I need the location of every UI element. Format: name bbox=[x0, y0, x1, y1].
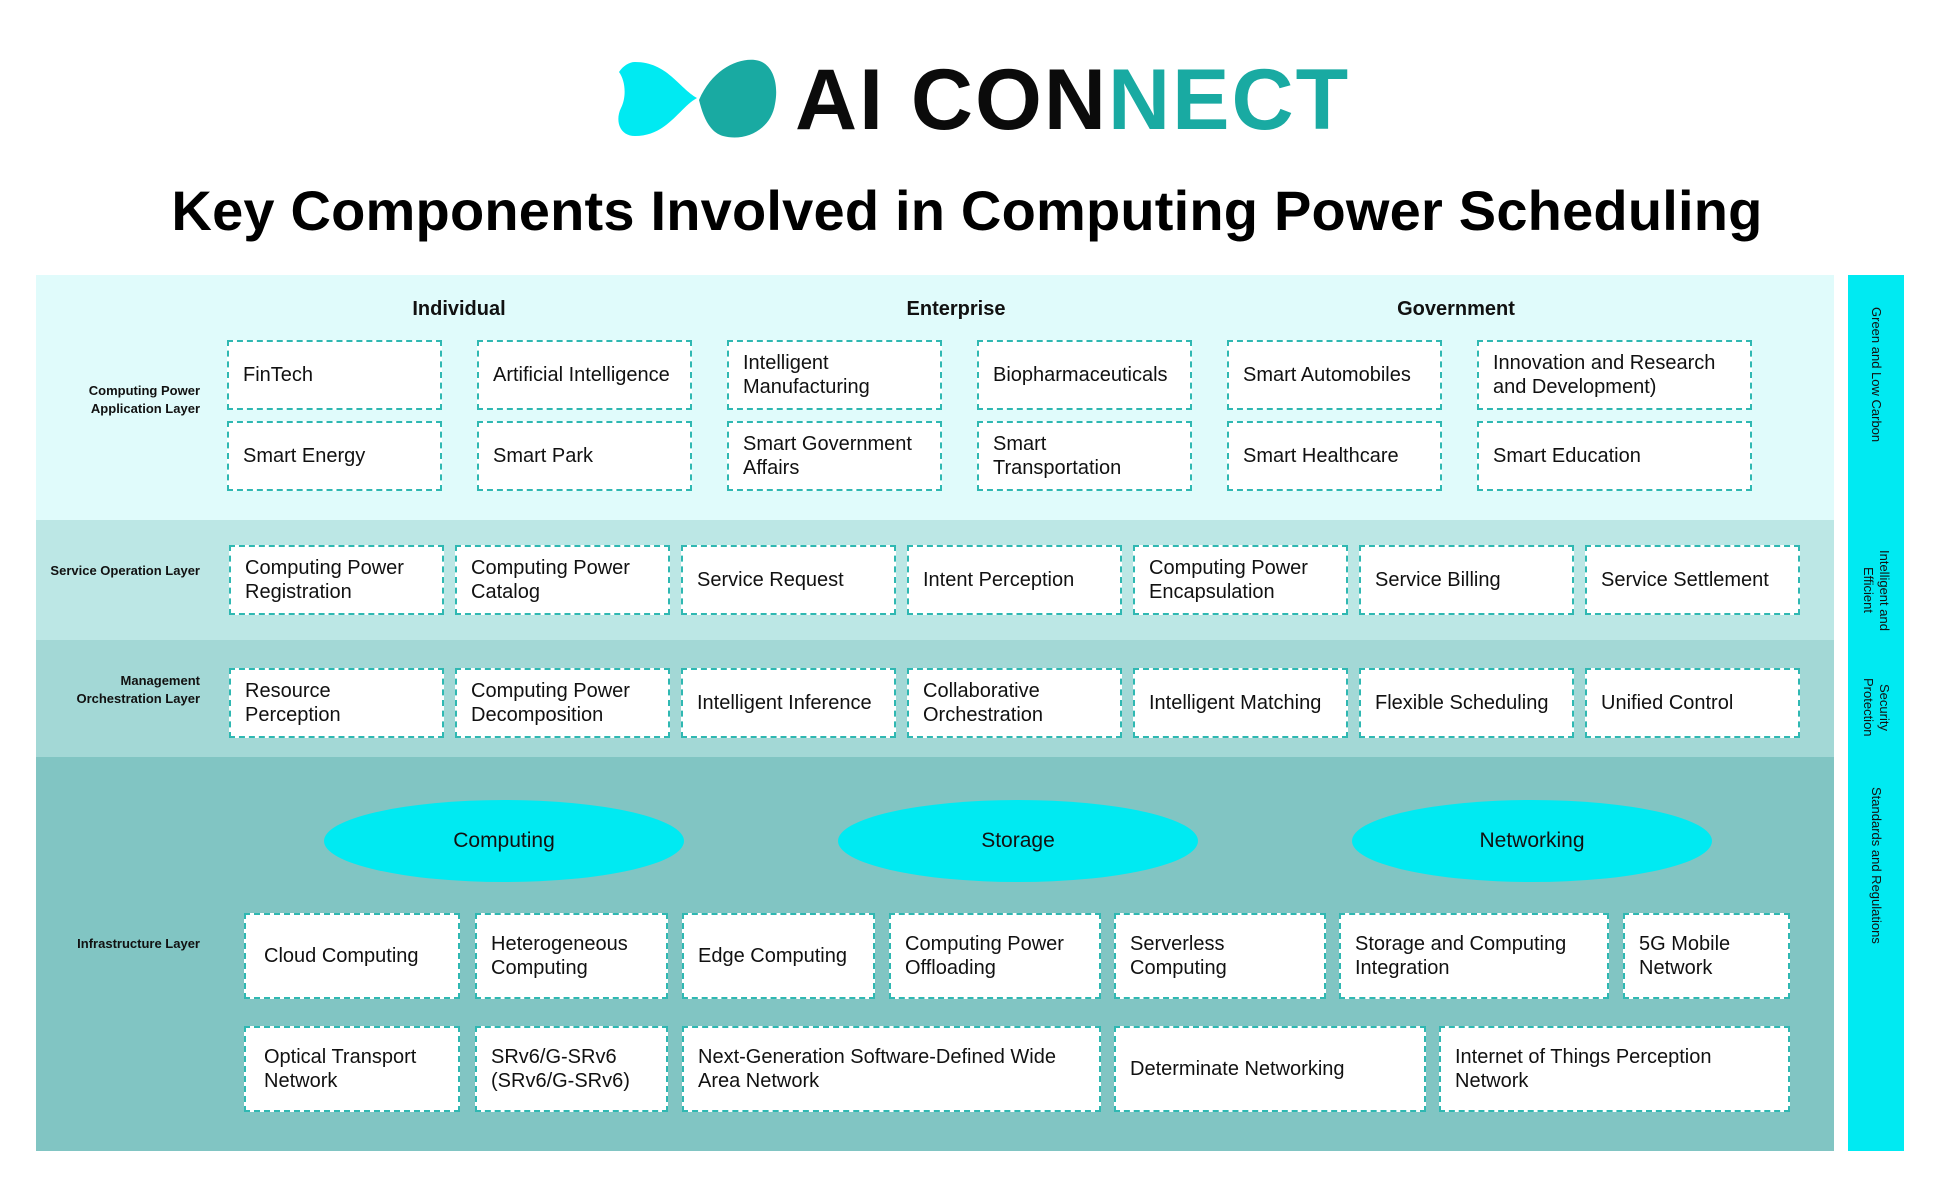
app-item: Smart Energy bbox=[227, 421, 442, 491]
app-item: Smart Government Affairs bbox=[727, 421, 942, 491]
group-label-government: Government bbox=[1397, 298, 1515, 320]
management-item: Intelligent Matching bbox=[1133, 668, 1348, 738]
service-item: Computing Power Catalog bbox=[455, 545, 670, 615]
app-item: Smart Transportation bbox=[977, 421, 1192, 491]
management-item: Intelligent Inference bbox=[681, 668, 896, 738]
management-item: Unified Control bbox=[1585, 668, 1800, 738]
service-item: Service Request bbox=[681, 545, 896, 615]
service-item: Computing Power Encapsulation bbox=[1133, 545, 1348, 615]
logo-text-teal: NECT bbox=[1108, 52, 1351, 148]
service-item: Service Billing bbox=[1359, 545, 1574, 615]
layer-label: Management Orchestration Layer bbox=[76, 673, 200, 706]
infra-item: 5G Mobile Network bbox=[1623, 913, 1790, 999]
side-label-security-protection: Security Protection bbox=[1861, 678, 1892, 737]
management-item: Collaborative Orchestration bbox=[907, 668, 1122, 738]
infra-item: Determinate Networking bbox=[1114, 1026, 1426, 1112]
resource-networking: Networking bbox=[1352, 800, 1712, 882]
app-item: Intelligent Manufacturing bbox=[727, 340, 942, 410]
infra-item: Storage and Computing Integration bbox=[1339, 913, 1609, 999]
logo-text-dark: AI CON bbox=[795, 52, 1108, 148]
service-operation-layer bbox=[36, 520, 1834, 640]
infra-item: Next-Generation Software-Defined Wide Area Network bbox=[682, 1026, 1101, 1112]
logo-text bbox=[795, 50, 1350, 150]
group-label-enterprise: Enterprise bbox=[906, 298, 1006, 320]
layer-label: Computing Power Application Layer bbox=[88, 383, 200, 416]
ai-connect-logo bbox=[617, 50, 1351, 150]
layer-label: Service Operation Layer bbox=[50, 563, 200, 578]
app-item: Artificial Intelligence bbox=[477, 340, 692, 410]
infra-item: Internet of Things Perception Network bbox=[1439, 1026, 1790, 1112]
management-item: Flexible Scheduling bbox=[1359, 668, 1574, 738]
logo-mark-icon bbox=[617, 50, 777, 150]
side-label-standards-regulations: Standards and Regulations bbox=[1869, 786, 1884, 944]
service-item: Service Settlement bbox=[1585, 545, 1800, 615]
app-item: Smart Automobiles bbox=[1227, 340, 1442, 410]
app-item: Smart Healthcare bbox=[1227, 421, 1442, 491]
infra-item: Edge Computing bbox=[682, 913, 875, 999]
app-item: Biopharmaceuticals bbox=[977, 340, 1192, 410]
infra-item: Cloud Computing bbox=[244, 913, 460, 999]
side-label-intelligent-efficient: Intelligent and Efficient bbox=[1861, 549, 1892, 631]
infrastructure-layer bbox=[36, 757, 1834, 1151]
infra-item: Serverless Computing bbox=[1114, 913, 1326, 999]
side-bar bbox=[1848, 275, 1904, 1151]
management-orchestration-layer bbox=[36, 640, 1834, 757]
service-item: Intent Perception bbox=[907, 545, 1122, 615]
group-label-individual: Individual bbox=[412, 298, 506, 320]
app-item: Innovation and Research and Development) bbox=[1477, 340, 1752, 410]
infra-item: Heterogeneous Computing bbox=[475, 913, 668, 999]
resource-computing: Computing bbox=[324, 800, 684, 882]
infra-item: Computing Power Offloading bbox=[889, 913, 1101, 999]
layer-label: Infrastructure Layer bbox=[77, 936, 200, 951]
app-item: FinTech bbox=[227, 340, 442, 410]
service-item: Computing Power Registration bbox=[229, 545, 444, 615]
infra-item: Optical Transport Network bbox=[244, 1026, 460, 1112]
page-title: Key Components Involved in Computing Power Scheduling bbox=[171, 179, 1763, 242]
application-layer bbox=[36, 275, 1834, 520]
side-label-green-low-carbon: Green and Low Carbon bbox=[1869, 307, 1884, 443]
app-item: Smart Education bbox=[1477, 421, 1752, 491]
infra-item: SRv6/G-SRv6 (SRv6/G-SRv6) bbox=[475, 1026, 668, 1112]
app-item: Smart Park bbox=[477, 421, 692, 491]
management-item: Computing Power Decomposition bbox=[455, 668, 670, 738]
resource-storage: Storage bbox=[838, 800, 1198, 882]
management-item: Resource Perception bbox=[229, 668, 444, 738]
